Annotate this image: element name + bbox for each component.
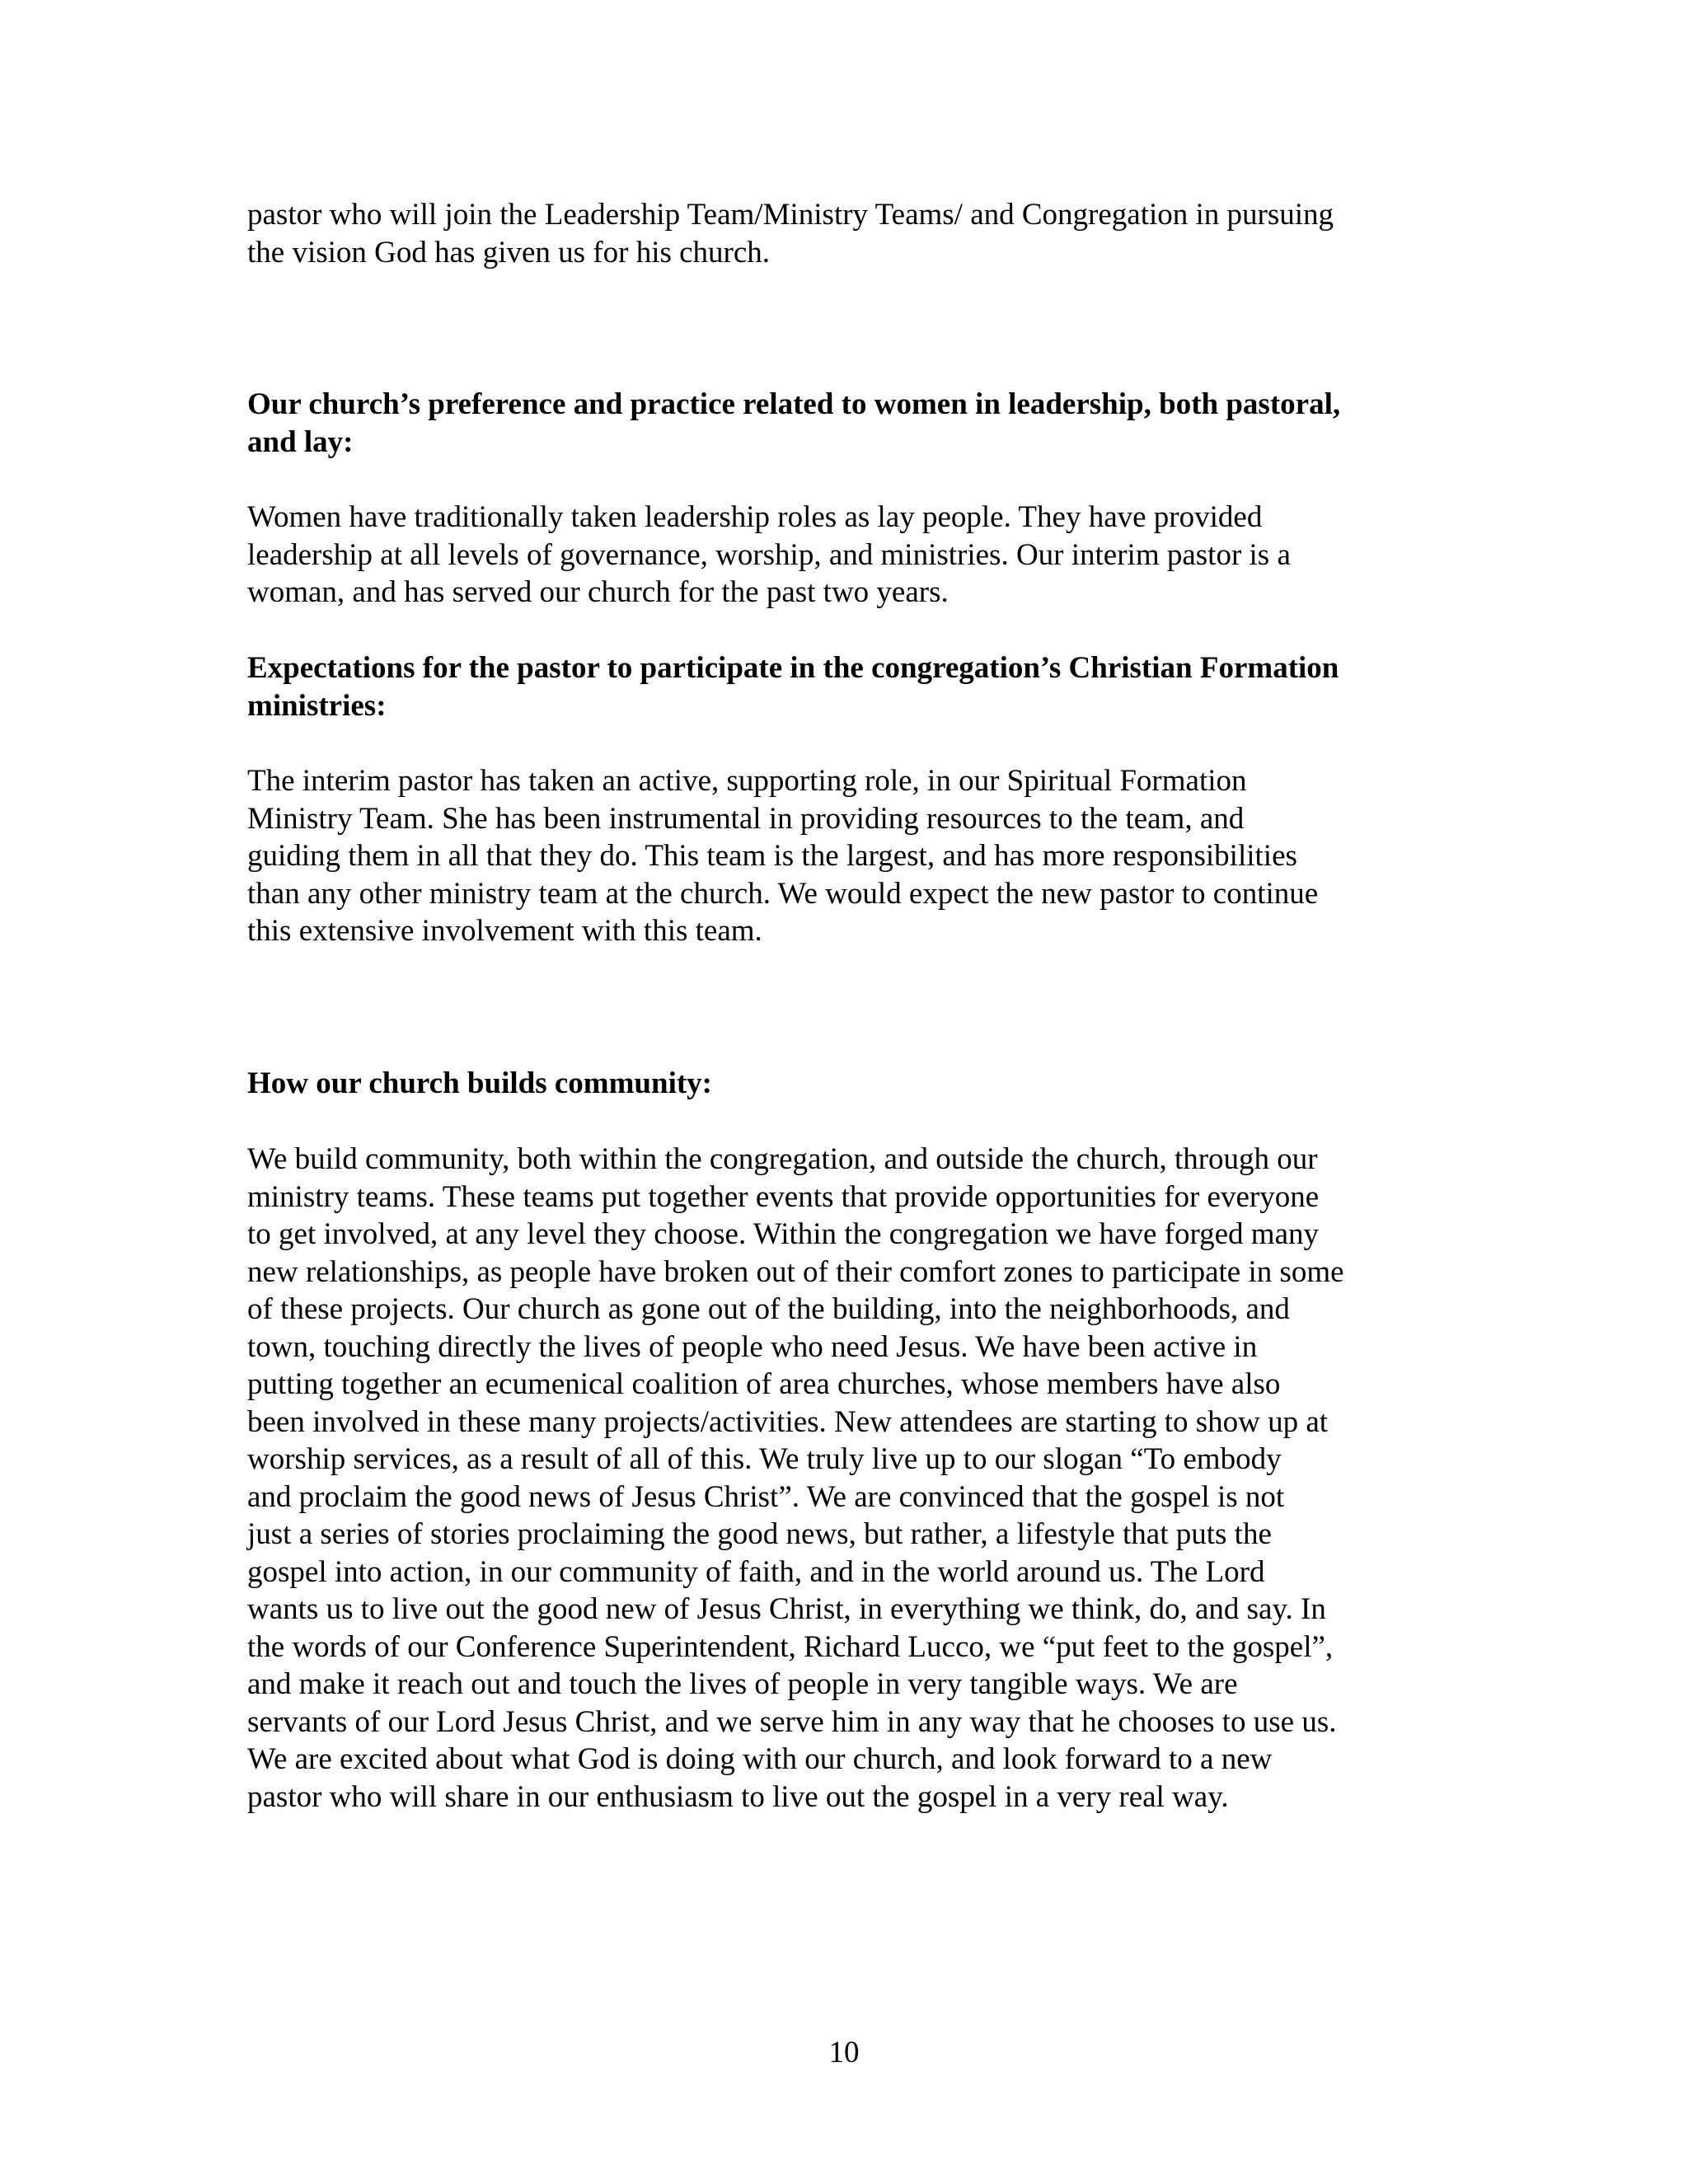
paragraph-line: The interim pastor has taken an active, supporting role, in our Spiritual Formation	[247, 764, 1247, 798]
paragraph-line: town, touching directly the lives of people who need Jesus. We have been active in	[247, 1329, 1258, 1364]
paragraph-line: and proclaim the good news of Jesus Christ”. We are convinced that the gospel is not	[247, 1479, 1285, 1514]
paragraph-line: pastor who will share in our enthusiasm to live out the gospel in a very real way.	[247, 1779, 1229, 1814]
paragraph-line: We build community, both within the congregation, and outside the church, through our	[247, 1142, 1318, 1176]
heading-line: How our church builds community:	[247, 1066, 712, 1100]
section-heading-community	[247, 1065, 1442, 1103]
paragraph-line: guiding them in all that they do. This team is the largest, and has more responsibilities	[247, 839, 1297, 873]
paragraph-line: Women have traditionally taken leadership roles as lay people. They have provided	[247, 500, 1263, 534]
heading-line: Our church’s preference and practice related to women in leadership, both pastoral,	[247, 387, 1341, 421]
paragraph-line: the vision God has given us for his church.	[247, 235, 771, 269]
paragraph-line: new relationships, as people have broken out of their comfort zones to participate in some	[247, 1254, 1344, 1289]
section-heading-women-leadership	[247, 386, 1442, 461]
paragraph-line: Ministry Team. She has been instrumental in providing resources to the team, and	[247, 801, 1245, 836]
paragraph-line: wants us to live out the good new of Jesus Christ, in everything we think, do, and say. In	[247, 1592, 1326, 1626]
paragraph-line: been involved in these many projects/activities. New attendees are starting to show up at	[247, 1404, 1329, 1439]
paragraph-line: servants of our Lord Jesus Christ, and we serve him in any way that he chooses to use us.	[247, 1704, 1337, 1739]
section-heading-christian-formation	[247, 649, 1442, 724]
paragraph-line: ministry teams. These teams put together events that provide opportunities for everyone	[247, 1179, 1320, 1214]
paragraph-line: this extensive involvement with this team.	[247, 914, 762, 948]
community-paragraph	[247, 1141, 1442, 1816]
paragraph-line: gospel into action, in our community of faith, and in the world around us. The Lord	[247, 1554, 1265, 1589]
heading-line: and lay:	[247, 424, 354, 459]
paragraph-line: pastor who will join the Leadership Team/Ministry Teams/ and Congregation in pursuing	[247, 198, 1334, 232]
paragraph-line: of these projects. Our church as gone out of the building, into the neighborhoods, and	[247, 1292, 1290, 1326]
paragraph-line: and make it reach out and touch the lives of people in very tangible ways. We are	[247, 1667, 1238, 1701]
paragraph-line: than any other ministry team at the church. We would expect the new pastor to continue	[247, 876, 1319, 911]
heading-line: Expectations for the pastor to participate in the congregation’s Christian Formation	[247, 651, 1339, 685]
intro-paragraph	[247, 196, 1442, 271]
paragraph-line: We are excited about what God is doing with our church, and look forward to a new	[247, 1742, 1273, 1776]
christian-formation-paragraph	[247, 762, 1442, 950]
paragraph-line: putting together an ecumenical coalition of area churches, whose members have also	[247, 1367, 1281, 1401]
paragraph-line: to get involved, at any level they choose. Within the congregation we have forged many	[247, 1217, 1319, 1251]
women-leadership-paragraph	[247, 499, 1442, 612]
heading-line: ministries:	[247, 688, 387, 723]
paragraph-line: woman, and has served our church for the past two years.	[247, 575, 949, 609]
page-number: 10	[828, 2036, 860, 2069]
paragraph-line: the words of our Conference Superintendent, Richard Lucco, we “put feet to the gospel”,	[247, 1629, 1334, 1664]
paragraph-line: worship services, as a result of all of this. We truly live up to our slogan “To embody	[247, 1442, 1282, 1476]
paragraph-line: just a series of stories proclaiming the good news, but rather, a lifestyle that puts the	[247, 1517, 1272, 1551]
paragraph-line: leadership at all levels of governance, worship, and ministries. Our interim pastor is a	[247, 537, 1291, 572]
